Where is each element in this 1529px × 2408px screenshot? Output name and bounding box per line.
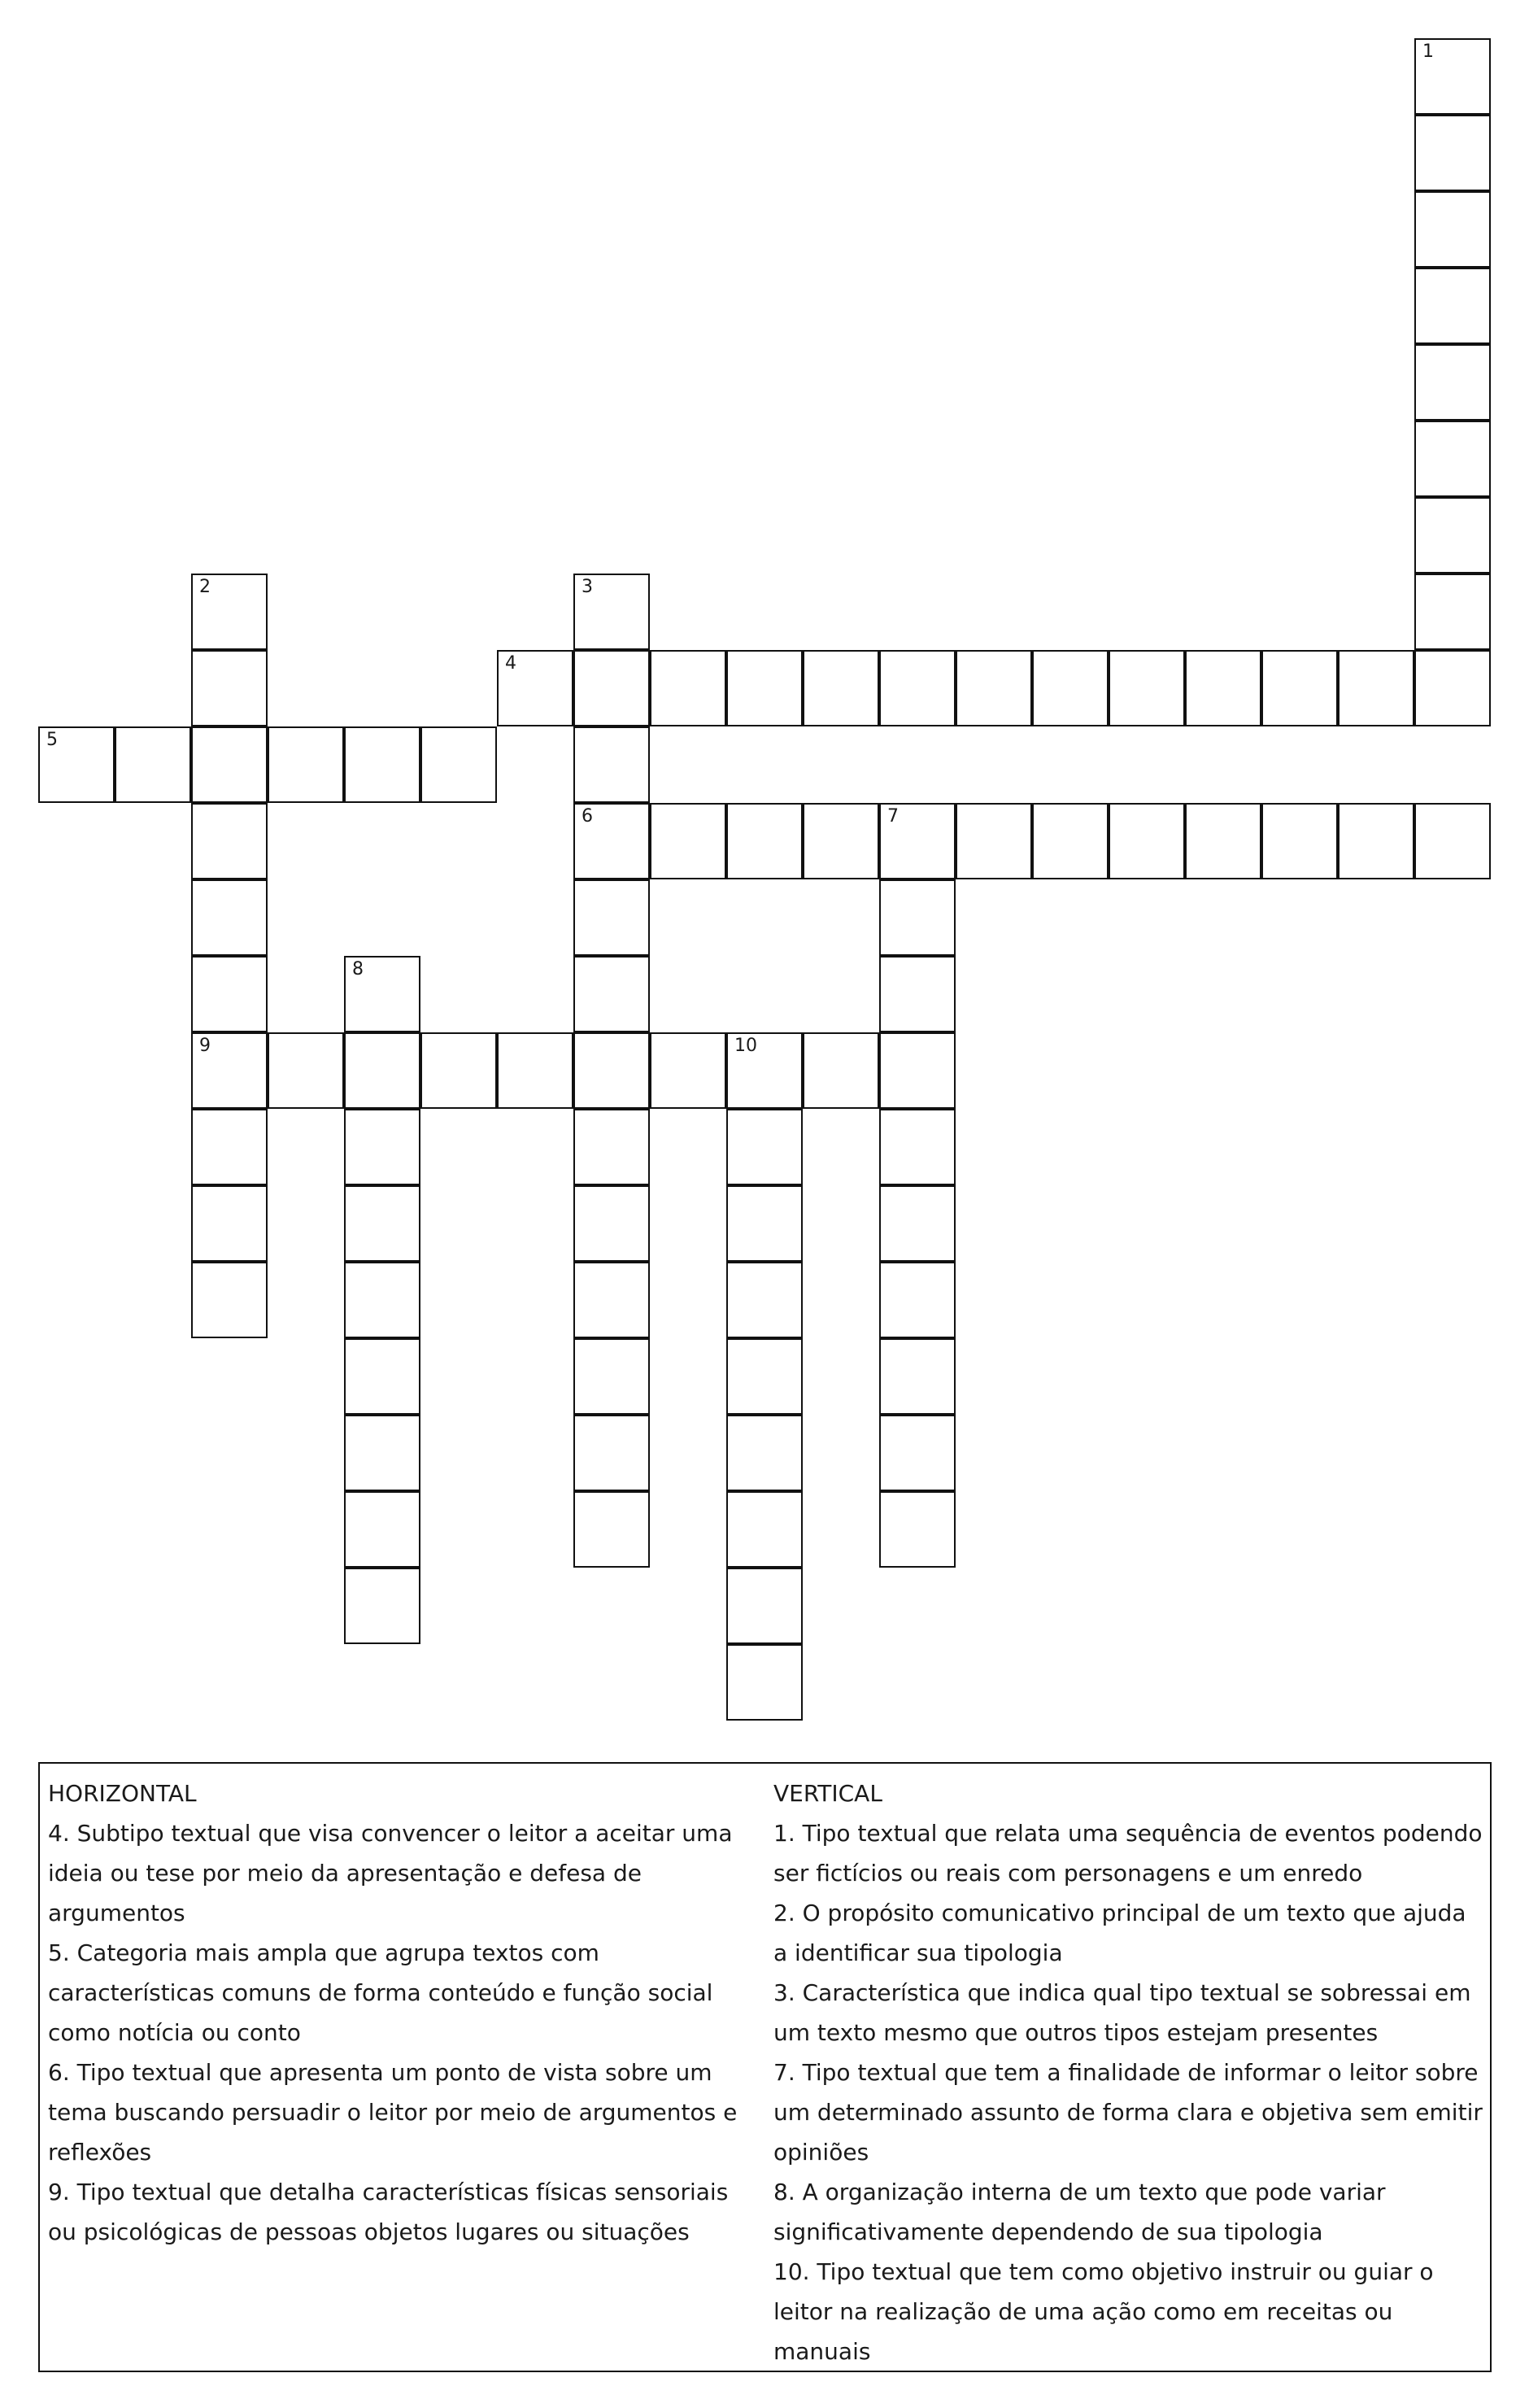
grid-cell[interactable] <box>1414 191 1491 268</box>
grid-cell[interactable] <box>879 879 956 956</box>
grid-cell[interactable] <box>1185 650 1261 726</box>
grid-cell[interactable] <box>344 1109 420 1185</box>
grid-cell[interactable] <box>573 726 650 803</box>
grid-cell[interactable] <box>573 1185 650 1262</box>
grid-cell[interactable] <box>1414 115 1491 191</box>
grid-cell[interactable] <box>344 1415 420 1491</box>
clue-10: 10. Tipo textual que tem como objetivo instruir ou guiar o leitor na realização de uma ação como em receitas ou manuais <box>773 2258 1434 2365</box>
grid-cell[interactable] <box>1338 650 1414 726</box>
grid-cell[interactable] <box>344 1491 420 1568</box>
horizontal-heading: HORIZONTAL <box>48 1780 197 1807</box>
grid-cell[interactable] <box>115 726 191 803</box>
grid-cell[interactable] <box>268 726 344 803</box>
grid-cell[interactable] <box>879 1032 956 1109</box>
clue-8: 8. A organização interna de um texto que pode variar significativamente dependendo de sua tipologia <box>773 2179 1386 2245</box>
clue-1: 1. Tipo textual que relata uma sequência de eventos podendo ser fictícios ou reais com personagens e um enredo <box>773 1820 1483 1887</box>
grid-cell[interactable] <box>268 1032 344 1109</box>
grid-cell[interactable] <box>650 650 726 726</box>
vertical-heading: VERTICAL <box>773 1780 882 1807</box>
clue-number: 5 <box>46 730 58 750</box>
grid-cell[interactable] <box>803 1032 879 1109</box>
grid-cell[interactable] <box>573 803 650 879</box>
grid-cell[interactable] <box>726 650 803 726</box>
grid-cell[interactable] <box>1414 268 1491 344</box>
grid-cell[interactable] <box>726 1109 803 1185</box>
clue-number: 6 <box>582 806 593 827</box>
grid-cell[interactable] <box>191 1032 268 1109</box>
clue-number: 7 <box>887 806 899 827</box>
clue-number: 2 <box>199 577 211 597</box>
grid-cell[interactable] <box>573 574 650 650</box>
grid-cell[interactable] <box>420 726 497 803</box>
grid-cell[interactable] <box>879 803 956 879</box>
grid-cell[interactable] <box>879 650 956 726</box>
grid-cell[interactable] <box>1414 650 1491 726</box>
clues-box <box>38 1762 1492 2372</box>
grid-cell[interactable] <box>573 1338 650 1415</box>
grid-cell[interactable] <box>879 1491 956 1568</box>
clue-7: 7. Tipo textual que tem a finalidade de informar o leitor sobre um determinado assunto de forma clara e objetiva sem emitir opiniões <box>773 2059 1483 2166</box>
clue-number: 9 <box>199 1036 211 1056</box>
grid-cell[interactable] <box>879 1262 956 1338</box>
grid-cell[interactable] <box>1414 497 1491 574</box>
clue-9: 9. Tipo textual que detalha características físicas sensoriais ou psicológicas de pessoas objetos lugares ou situações <box>48 2179 729 2245</box>
grid-cell[interactable] <box>956 650 1032 726</box>
grid-cell[interactable] <box>420 1032 497 1109</box>
grid-cell[interactable] <box>726 1568 803 1644</box>
grid-cell[interactable] <box>726 1644 803 1721</box>
grid-cell[interactable] <box>1414 421 1491 497</box>
grid-cell[interactable] <box>497 1032 573 1109</box>
grid-cell[interactable] <box>1261 650 1338 726</box>
grid-cell[interactable] <box>344 1262 420 1338</box>
grid-cell[interactable] <box>497 650 573 726</box>
grid-cell[interactable] <box>573 1032 650 1109</box>
grid-cell[interactable] <box>1032 650 1109 726</box>
vertical-clues <box>773 1773 1486 2371</box>
grid-cell[interactable] <box>1109 650 1185 726</box>
grid-cell[interactable] <box>1185 803 1261 879</box>
grid-cell[interactable] <box>956 803 1032 879</box>
grid-cell[interactable] <box>573 1415 650 1491</box>
grid-cell[interactable] <box>879 1338 956 1415</box>
grid-cell[interactable] <box>191 726 268 803</box>
grid-cell[interactable] <box>1414 344 1491 421</box>
grid-cell[interactable] <box>191 1109 268 1185</box>
grid-cell[interactable] <box>1261 803 1338 879</box>
grid-cell[interactable] <box>879 1109 956 1185</box>
grid-cell[interactable] <box>726 1032 803 1109</box>
clue-number: 3 <box>582 577 593 597</box>
grid-cell[interactable] <box>726 1338 803 1415</box>
grid-cell[interactable] <box>191 574 268 650</box>
grid-cell[interactable] <box>344 726 420 803</box>
grid-cell[interactable] <box>726 1262 803 1338</box>
grid-cell[interactable] <box>191 1262 268 1338</box>
clue-number: 4 <box>505 653 516 674</box>
grid-cell[interactable] <box>191 1185 268 1262</box>
grid-cell[interactable] <box>573 650 650 726</box>
grid-cell[interactable] <box>879 1415 956 1491</box>
grid-cell[interactable] <box>879 956 956 1032</box>
grid-cell[interactable] <box>803 650 879 726</box>
horizontal-clues <box>48 1773 764 2252</box>
grid-cell[interactable] <box>573 956 650 1032</box>
grid-cell[interactable] <box>191 879 268 956</box>
grid-cell[interactable] <box>726 1185 803 1262</box>
grid-cell[interactable] <box>1109 803 1185 879</box>
clue-6: 6. Tipo textual que apresenta um ponto de vista sobre um tema buscando persuadir o leitor por meio de argumentos e reflexões <box>48 2059 738 2166</box>
grid-cell[interactable] <box>1414 38 1491 115</box>
grid-cell[interactable] <box>573 1491 650 1568</box>
grid-cell[interactable] <box>344 1568 420 1644</box>
grid-cell[interactable] <box>726 803 803 879</box>
grid-cell[interactable] <box>1338 803 1414 879</box>
grid-cell[interactable] <box>1414 803 1491 879</box>
clue-3: 3. Característica que indica qual tipo textual se sobressai em um texto mesmo que outros tipos estejam presentes <box>773 1979 1471 2046</box>
clue-number: 8 <box>352 959 364 979</box>
grid-cell[interactable] <box>191 650 268 726</box>
grid-cell[interactable] <box>726 1415 803 1491</box>
grid-cell[interactable] <box>650 1032 726 1109</box>
clue-4: 4. Subtipo textual que visa convencer o leitor a aceitar uma ideia ou tese por meio da apresentação e defesa de argumentos <box>48 1820 733 1926</box>
clue-number: 1 <box>1422 41 1434 62</box>
grid-cell[interactable] <box>573 1262 650 1338</box>
clue-5: 5. Categoria mais ampla que agrupa textos com características comuns de forma conteúdo e função social como notícia ou conto <box>48 1939 713 2046</box>
grid-cell[interactable] <box>344 1032 420 1109</box>
grid-cell[interactable] <box>344 956 420 1032</box>
clue-number: 10 <box>734 1036 757 1056</box>
grid-cell[interactable] <box>344 1338 420 1415</box>
grid-cell[interactable] <box>191 803 268 879</box>
grid-cell[interactable] <box>38 726 115 803</box>
grid-cell[interactable] <box>650 803 726 879</box>
grid-cell[interactable] <box>1414 574 1491 650</box>
grid-cell[interactable] <box>1032 803 1109 879</box>
clue-2: 2. O propósito comunicativo principal de um texto que ajuda a identificar sua tipologia <box>773 1900 1466 1966</box>
grid-cell[interactable] <box>573 1109 650 1185</box>
grid-cell[interactable] <box>803 803 879 879</box>
grid-cell[interactable] <box>726 1491 803 1568</box>
grid-cell[interactable] <box>191 956 268 1032</box>
grid-cell[interactable] <box>879 1185 956 1262</box>
grid-cell[interactable] <box>344 1185 420 1262</box>
grid-cell[interactable] <box>573 879 650 956</box>
